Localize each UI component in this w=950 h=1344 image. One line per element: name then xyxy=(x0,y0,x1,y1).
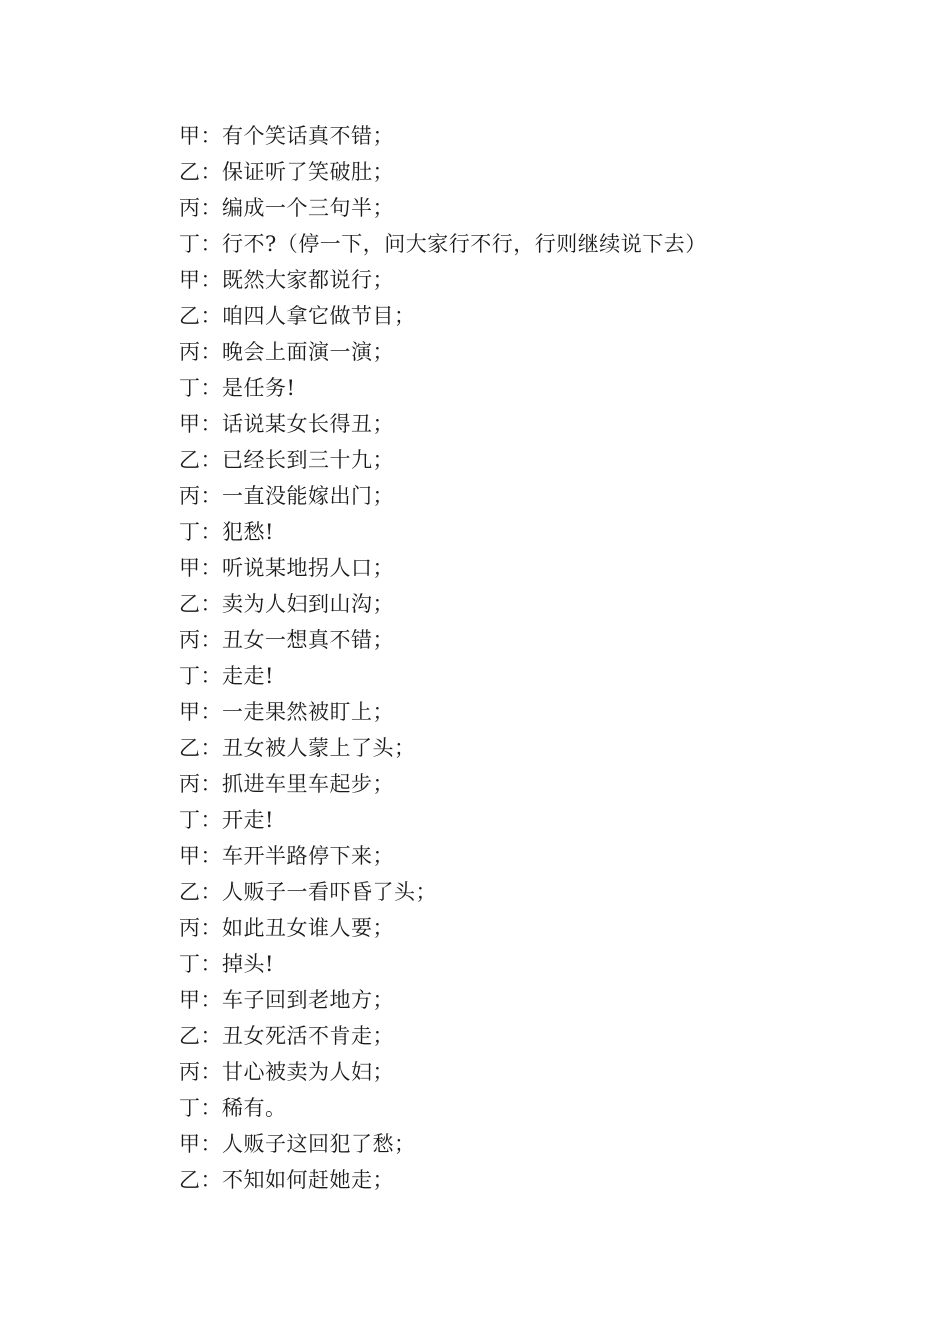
dialogue-line: 丙：如此丑女谁人要； xyxy=(179,916,394,940)
dialogue-line: 甲：人贩子这回犯了愁； xyxy=(179,1132,416,1156)
dialogue-line: 乙：丑女死活不肯走； xyxy=(179,1024,394,1048)
dialogue-line: 甲：有个笑话真不错； xyxy=(179,124,394,148)
dialogue-line: 乙：不知如何赶她走； xyxy=(179,1168,394,1192)
dialogue-line: 乙：咱四人拿它做节目； xyxy=(179,304,416,328)
dialogue-line: 丁：走走! xyxy=(179,664,274,688)
dialogue-line: 乙：人贩子一看吓昏了头； xyxy=(179,880,437,904)
dialogue-line: 丙：丑女一想真不错； xyxy=(179,628,394,652)
dialogue-line: 甲：一走果然被盯上； xyxy=(179,700,394,724)
dialogue-line: 甲：车子回到老地方； xyxy=(179,988,394,1012)
dialogue-line: 丁：稀有。 xyxy=(179,1096,287,1120)
dialogue-line: 甲：车开半路停下来； xyxy=(179,844,394,868)
dialogue-line: 丙：晚会上面演一演； xyxy=(179,340,394,364)
dialogue-line: 丙：一直没能嫁出门； xyxy=(179,484,394,508)
dialogue-line: 甲：听说某地拐人口； xyxy=(179,556,394,580)
dialogue-lines xyxy=(179,118,707,1198)
dialogue-line: 乙：已经长到三十九； xyxy=(179,448,394,472)
dialogue-line: 丁：犯愁! xyxy=(179,520,274,544)
dialogue-line: 丁：掉头! xyxy=(179,952,274,976)
dialogue-line: 丙：甘心被卖为人妇； xyxy=(179,1060,394,1084)
dialogue-line: 乙：丑女被人蒙上了头； xyxy=(179,736,416,760)
dialogue-line: 丁：是任务! xyxy=(179,376,296,400)
dialogue-line: 甲：话说某女长得丑； xyxy=(179,412,394,436)
dialogue-line: 丙：抓进车里车起步； xyxy=(179,772,394,796)
dialogue-line: 乙：卖为人妇到山沟； xyxy=(179,592,394,616)
dialogue-line: 丙：编成一个三句半； xyxy=(179,196,394,220)
dialogue-line: 甲：既然大家都说行； xyxy=(179,268,394,292)
dialogue-line: 丁：开走! xyxy=(179,808,274,832)
dialogue-line: 乙：保证听了笑破肚； xyxy=(179,160,394,184)
dialogue-line: 丁：行不?（停一下，问大家行不行，行则继续说下去） xyxy=(179,232,707,256)
